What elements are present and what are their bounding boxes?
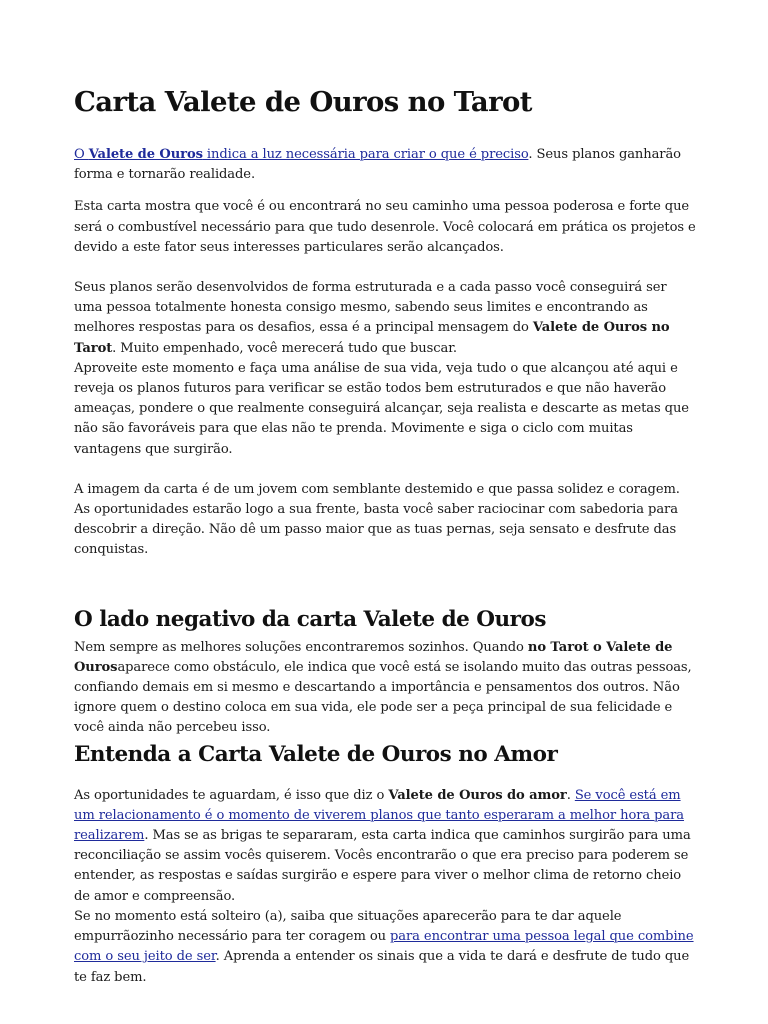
- planos-text-after: . Muito empenhado, você merecerá tudo que buscar.: [112, 340, 457, 356]
- planos-text-before: Seus planos serão desenvolvidos de forma estruturada e a cada passo você conseguirá ser uma pessoa totalmente honesta consigo mesmo, sabendo seus limites e encontrando as melhores respostas para os desafios, essa é a principal mensagem do: [74, 280, 667, 336]
- planos-line2-text: Aproveite este momento e faça uma análise de sua vida, veja tudo o que alcançou até aqui e reveja os planos futuros para verificar se estão todos bem estruturados e que não haverão ameaças, pondere o que realmente conseguirá alcançar, seja realista e descarte as metas que não são favoráveis para que elas não te prenda. Movimente e siga o ciclo com muitas vantagens que surgirão.: [74, 360, 689, 457]
- intro-rest-text: . Seus planos ganharão forma e tornarão realidade.: [74, 147, 681, 183]
- page-title: Carta Valete de Ouros no Tarot: [74, 86, 532, 118]
- planos-bold-text: Valete de Ouros no Tarot: [74, 320, 670, 356]
- negativo-text-after: aparece como obstáculo, ele indica que você está se isolando muito das outras pessoas, confiando demais em si mesmo e descartando a importância e pensamentos dos outros. Não ignore quem o destino coloca em sua vida, ele pode ser a peça principal de sua felicidade e você ainda não percebeu isso.: [74, 659, 692, 736]
- intro-paragraph: [74, 145, 698, 185]
- negativo-heading: O lado negativo da carta Valete de Ouros: [74, 606, 546, 632]
- amor-text-before: As oportunidades te aguardam, é isso que diz o: [74, 787, 389, 803]
- amor-line2-after: . Aprenda a entender os sinais que a vida te dará e desfrute de tudo que te faz bem.: [74, 949, 690, 985]
- link-bold-text: Valete de Ouros: [88, 147, 203, 162]
- link-prefix: O: [74, 147, 89, 162]
- amor-bold-text: Valete de Ouros do amor: [388, 787, 567, 803]
- amor-text-after-link: . Mas se as brigas te separaram, esta carta indica que caminhos surgirão para uma reconciliação se assim vocês quiserem. Vocês encontrarão o que era preciso para poderem se entender, as respostas e saídas surgirão e espere para viver o melhor clima de retorno cheio de amor e compreensão.: [74, 828, 691, 904]
- relacionamento-link[interactable]: Se você está em um relacionamento é o momento de viverem planos que tanto esperaram a melhor hora para realizarem: [74, 787, 685, 844]
- negativo-bold-text: no Tarot o Valete de Ouros: [74, 639, 673, 675]
- amor-paragraph: [74, 786, 698, 988]
- negativo-text-before: Nem sempre as melhores soluções encontraremos sozinhos. Quando: [74, 639, 528, 655]
- planos-paragraph: [74, 278, 698, 460]
- carta-paragraph: Esta carta mostra que você é ou encontrará no seu caminho uma pessoa poderosa e forte que será o combustível necessário para que tudo desenrole. Você colocará em prática os projetos e devido a este fator seus interesses particulares serão alcançados.: [74, 199, 696, 255]
- imagem-paragraph: A imagem da carta é de um jovem com semblante destemido e que passa solidez e coragem. As oportunidades estarão logo a sua frente, basta você saber raciocinar com sabedoria para descobrir a direção. Não dê um passo maior que as tuas pernas, seja sensato e desfrute das conquistas.: [74, 481, 680, 558]
- amor-heading: Entenda a Carta Valete de Ouros no Amor: [74, 741, 558, 767]
- amor-text-mid: .: [566, 787, 575, 803]
- negativo-paragraph: [74, 638, 698, 739]
- amor-line2-before: Se no momento está solteiro (a), saiba que situações aparecerão para te dar aquele empurrãozinho necessário para ter coragem ou: [74, 908, 622, 945]
- encontrar-pessoa-link[interactable]: para encontrar uma pessoa legal que combine com o seu jeito de ser: [74, 929, 694, 965]
- link-rest-text: indica a luz necessária para criar o que é preciso: [202, 147, 529, 162]
- valete-de-ouros-link[interactable]: [74, 147, 528, 162]
